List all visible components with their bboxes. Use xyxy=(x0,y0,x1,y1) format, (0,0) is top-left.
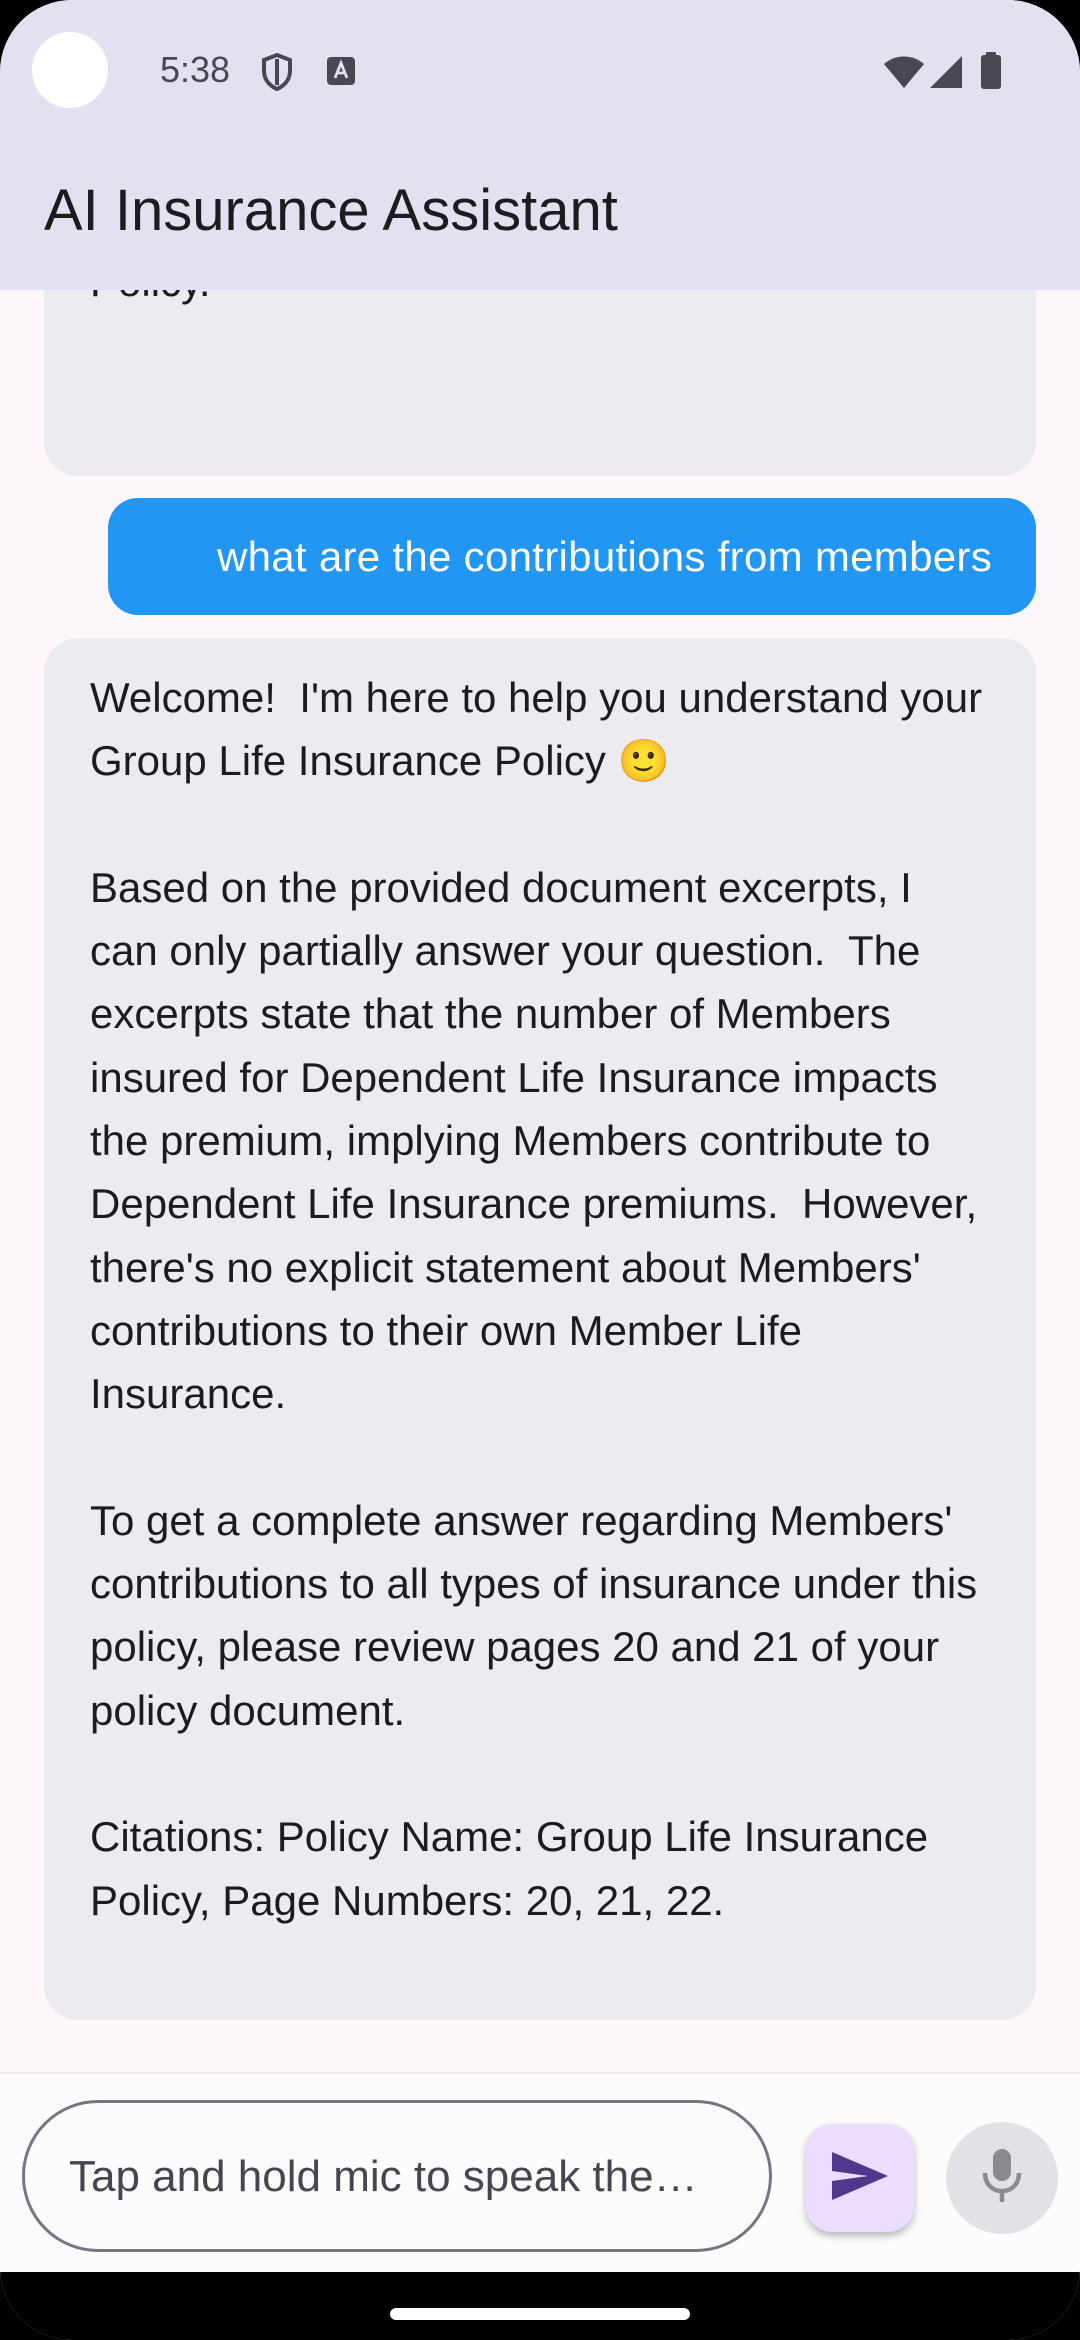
home-gesture-handle[interactable] xyxy=(390,2308,690,2320)
message-paragraph: To get a complete answer regarding Members' contributions to all types of insurance under this policy, please review pages 20 and 21 of your policy document. xyxy=(90,1496,989,1734)
mic-button[interactable] xyxy=(946,2122,1058,2234)
message-paragraph: Citations: Policy Name: Group Life Insurance Policy, Page Numbers: 20, 21, 22. xyxy=(90,1813,940,1924)
assistant-message-bubble xyxy=(44,638,1036,2020)
send-icon xyxy=(830,2150,890,2207)
front-camera-cutout xyxy=(32,32,108,108)
paragraph-spacer xyxy=(90,793,990,856)
accessibility-a-icon xyxy=(326,56,356,91)
message-input-field[interactable] xyxy=(22,2100,772,2252)
app-bar xyxy=(0,0,1080,290)
message-composer xyxy=(0,2072,1080,2274)
page-title: AI Insurance Assistant xyxy=(44,178,618,243)
battery-icon xyxy=(980,52,1002,95)
paragraph-spacer xyxy=(90,1742,990,1805)
message-paragraph: Welcome! I'm here to help you understand your Group Life Insurance Policy 🙂 xyxy=(90,674,994,785)
status-bar xyxy=(0,0,1080,142)
status-time: 5:38 xyxy=(160,49,231,90)
signal-icon xyxy=(928,54,964,95)
shield-icon xyxy=(260,52,294,97)
message-input[interactable] xyxy=(67,2103,751,2251)
send-button[interactable] xyxy=(806,2124,914,2232)
user-message-bubble xyxy=(108,498,1036,615)
message-paragraph: Based on the provided document excerpts, I can only partially answer your question. The excerpts state that the number of Members insured for Dependent Life Insurance impacts the premium, implying Members contribute to Dependent Life Insurance premiums. However, there's no explicit statement about Members' contributions to their own Member Life Insurance. xyxy=(90,863,989,1418)
system-navigation-bar xyxy=(0,2272,1080,2340)
mic-icon xyxy=(980,2147,1024,2210)
message-text: what are the contributions from members xyxy=(216,532,992,580)
paragraph-spacer xyxy=(90,1426,990,1489)
wifi-icon xyxy=(882,54,926,95)
